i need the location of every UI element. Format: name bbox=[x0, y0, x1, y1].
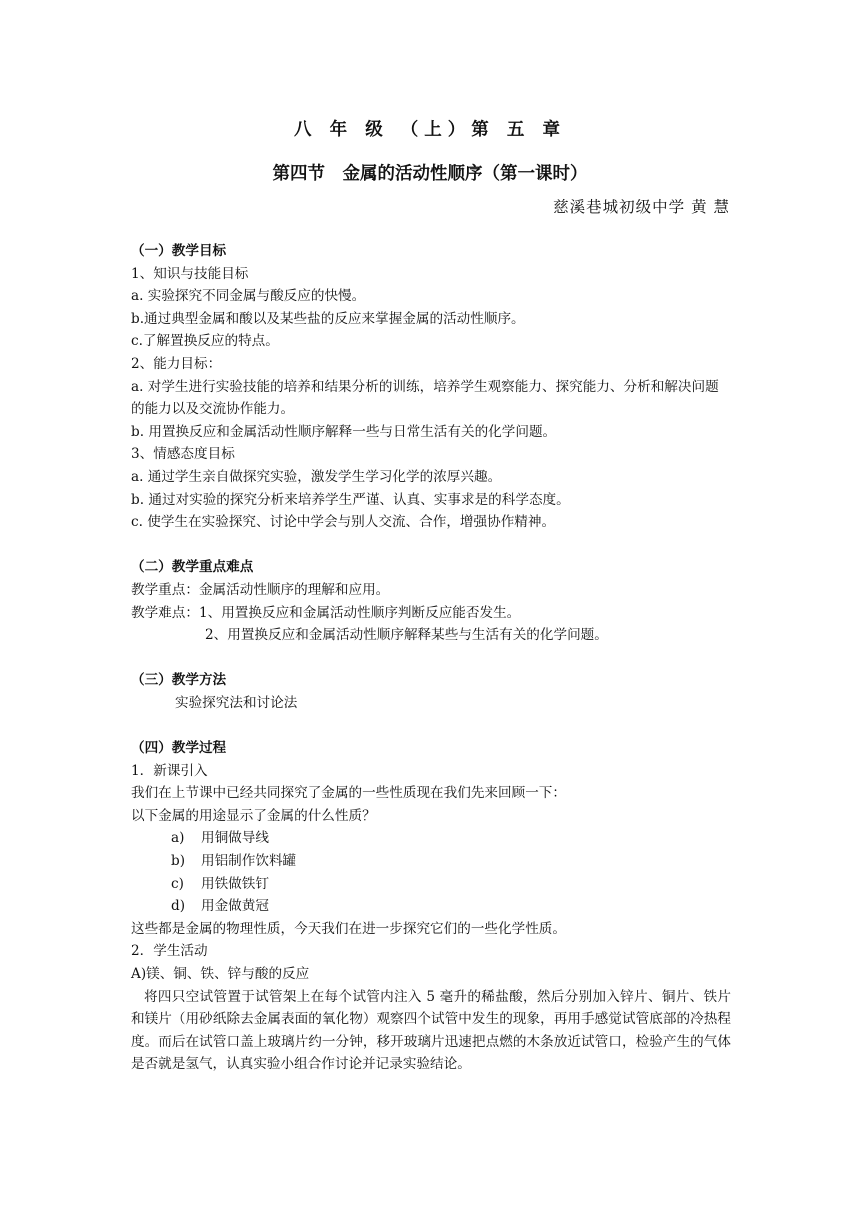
intro-text: 我们在上节课中已经共同探究了金属的一些性质现在我们先来回顾一下： bbox=[131, 785, 566, 802]
document-body bbox=[131, 240, 731, 1076]
attitude-item: a. 通过学生亲自做探究实验，激发学生学习化学的浓厚兴趣。 bbox=[131, 468, 502, 485]
list-item bbox=[131, 827, 731, 850]
grade-chapter-title: 八 年 级 （上）第 五 章 bbox=[294, 120, 566, 140]
list-item-label: a) bbox=[171, 830, 185, 847]
ability-item: b. 用置换反应和金属活动性顺序解释一些与日常生活有关的化学问题。 bbox=[131, 423, 557, 440]
list-item bbox=[131, 850, 731, 873]
knowledge-item: a. 实验探究不同金属与酸反应的快慢。 bbox=[131, 288, 366, 305]
intro-conclusion: 这些都是金属的物理性质，今天我们在进一步探究它们的一些化学性质。 bbox=[131, 920, 566, 937]
attitude-item: c. 使学生在实验探究、讨论中学会与别人交流、合作，增强协作精神。 bbox=[131, 514, 556, 531]
section-heading-methods: （三）教学方法 bbox=[131, 672, 227, 689]
knowledge-item: b.通过典型金属和酸以及某些盐的反应来掌握金属的活动性顺序。 bbox=[131, 310, 525, 327]
activity-paragraph: 将四只空试管置于试管架上在每个试管内注入 5 毫升的稀盐酸，然后分别加入锌片、铜片、铁片和镁片（用砂纸除去金属表面的氧化物）观察四个试管中发生的现象，再用手感觉试管底部的冷热程度。而后在试管口盖上玻璃片约一分钟，移开玻璃片迅速把点燃的木条放近试管口，检验产生的气体是否就是氢气，认真实验小组合作讨论并记录实验结论。 bbox=[131, 988, 731, 1073]
step-heading-intro: 1．新课引入 bbox=[131, 762, 208, 779]
knowledge-item: c.了解置换反应的特点。 bbox=[131, 333, 279, 350]
author-line: 慈溪巷城初级中学 黄 慧 bbox=[553, 198, 730, 216]
method-text: 实验探究法和讨论法 bbox=[175, 694, 298, 711]
difficulty-2: 2、用置换反应和金属活动性顺序解释某些与生活有关的化学问题。 bbox=[205, 627, 608, 644]
list-item-text: 用铜做导线 bbox=[201, 830, 269, 847]
section-heading-objectives: （一）教学目标 bbox=[131, 243, 227, 259]
step-heading-activity: 2．学生活动 bbox=[131, 943, 208, 960]
list-item-text: 用铝制作饮料罐 bbox=[201, 853, 297, 870]
subheading-knowledge: 1、知识与技能目标 bbox=[131, 265, 249, 282]
list-item-label: d) bbox=[171, 898, 186, 915]
subheading-attitude: 3、情感态度目标 bbox=[131, 446, 235, 463]
list-item-label: b) bbox=[171, 853, 186, 870]
subheading-ability: 2、能力目标： bbox=[131, 355, 222, 372]
difficulty-1: 教学难点：1、用置换反应和金属活动性顺序判断反应能否发生。 bbox=[131, 604, 521, 621]
attitude-item: b. 通过对实验的探究分析来培养学生严谨、认真、实事求是的科学态度。 bbox=[131, 491, 570, 508]
list-item bbox=[131, 895, 731, 918]
section-heading-key-points: （二）教学重点难点 bbox=[131, 559, 254, 576]
list-item-text: 用金做黄冠 bbox=[201, 898, 269, 915]
list-item-label: c) bbox=[171, 875, 184, 892]
section-heading-process: （四）教学过程 bbox=[131, 740, 227, 757]
list-item-text: 用铁做铁钉 bbox=[201, 875, 269, 892]
lesson-title: 第四节 金属的活动性顺序（第一课时） bbox=[272, 164, 588, 184]
ability-item: a. 对学生进行实验技能的培养和结果分析的训练，培养学生观察能力、探究能力、分析和解决问题的能力以及交流协作能力。 bbox=[131, 378, 719, 418]
intro-question: 以下金属的用途显示了金属的什么性质？ bbox=[131, 807, 376, 824]
key-point: 教学重点：金属活动性顺序的理解和应用。 bbox=[131, 581, 390, 598]
list-item bbox=[131, 873, 731, 896]
activity-subheading: A)镁、铜、铁、锌与酸的反应 bbox=[131, 966, 310, 982]
